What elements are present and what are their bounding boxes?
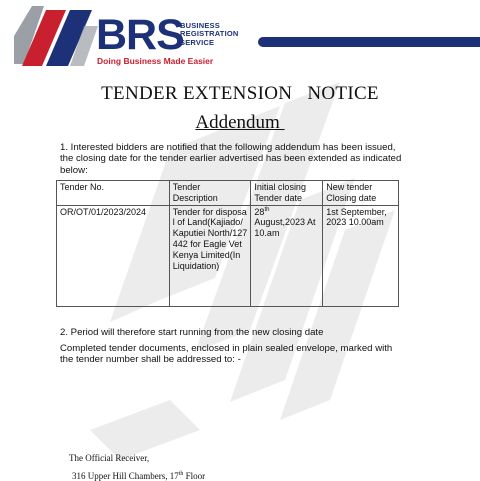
address-line-2-end: Floor xyxy=(183,471,206,481)
column-header: New tender Closing date xyxy=(323,181,399,206)
description-text: Tender for disposal of Land(Kajiado/Kaputiei North/127442 for Eagle Vet Kenya Limited(In Liquidation) xyxy=(172,206,248,271)
header-bar xyxy=(258,37,480,47)
initial-day-suffix: th xyxy=(264,206,270,213)
brand-subtitle xyxy=(180,22,239,47)
new-date-cell: 1st September, 2023 10.00am xyxy=(323,205,399,306)
intro-paragraph: 1. Interested bidders are notified that the following addendum has been issued, the closing date for the tender earlier advertised has been extended as indicated below: xyxy=(60,142,402,176)
initial-date-cell xyxy=(251,205,323,306)
brs-logo-icon xyxy=(14,6,98,68)
tender-number-cell: OR/OT/01/2023/2024 xyxy=(57,205,170,306)
column-header: Initial closing Tender date xyxy=(251,181,323,206)
notice-title: TENDER EXTENSION NOTICE xyxy=(101,83,379,104)
address-line-2-text: 316 Upper Hill Chambers, 17 xyxy=(72,471,179,481)
initial-day: 28 xyxy=(254,206,265,217)
column-header: Tender No. xyxy=(57,181,170,206)
brand-subtitle-line: BUSINESS xyxy=(180,21,220,30)
table-header-row xyxy=(57,181,399,206)
initial-date-rest: August,2023 At 10.am xyxy=(254,217,316,239)
period-paragraph: 2. Period will therefore start running from the new closing date xyxy=(60,327,324,338)
column-header: Tender Description xyxy=(169,181,251,206)
tender-table xyxy=(56,180,399,307)
tagline: Doing Business Made Easier xyxy=(97,56,214,66)
description-cell xyxy=(169,205,251,306)
notice-subtitle: Addendum xyxy=(195,112,285,133)
table-row xyxy=(57,205,399,306)
brand-subtitle-line: REGISTRATION xyxy=(180,29,239,39)
brand-name: BRS xyxy=(96,11,184,59)
brand-subtitle-line: SERVICE xyxy=(180,37,215,47)
address-floor-suffix: th xyxy=(178,471,184,477)
completed-paragraph: Completed tender documents, enclosed in plain sealed envelope, marked with the tender number shall be addressed to: - xyxy=(60,343,393,366)
address-line-1: The Official Receiver, xyxy=(69,453,150,463)
